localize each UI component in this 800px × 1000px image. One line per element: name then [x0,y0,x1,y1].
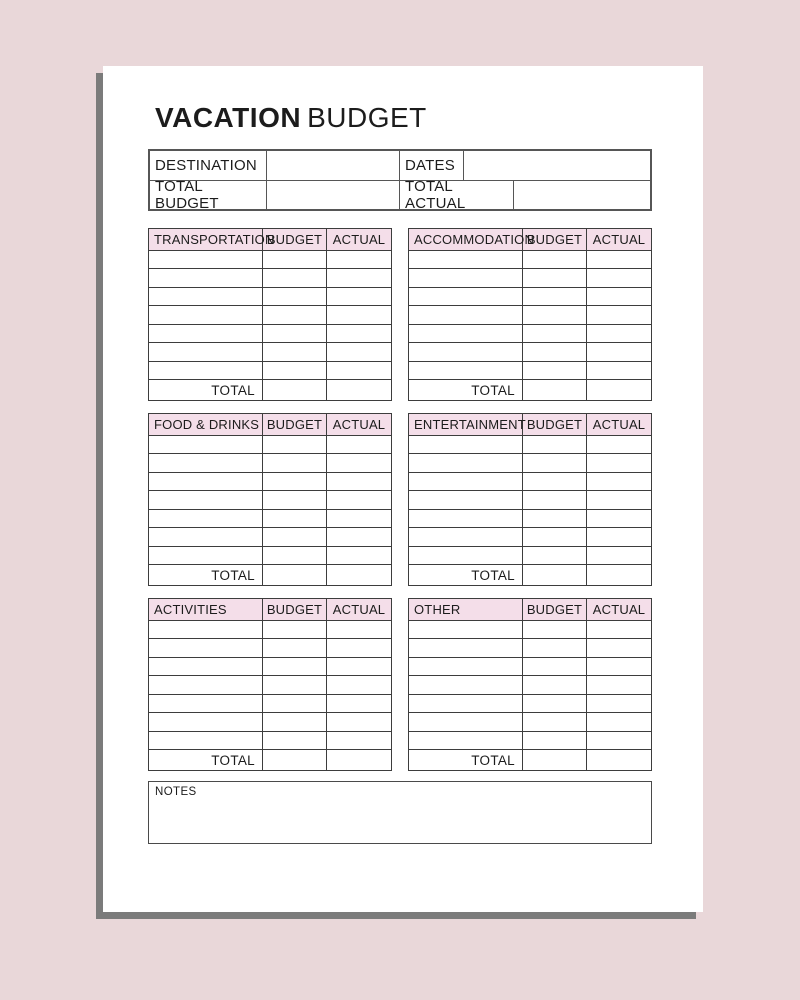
total-label: TOTAL [409,380,523,400]
entry-cell[interactable] [327,473,391,491]
entry-row [409,547,651,566]
entry-cell[interactable] [523,676,587,694]
page-content [103,66,703,844]
entry-cell[interactable] [587,473,651,491]
entry-cell[interactable] [587,325,651,343]
entry-cell[interactable] [327,547,391,565]
entry-cell[interactable] [263,491,327,509]
category-name-header: ACCOMMODATION [409,229,523,250]
entry-cell[interactable] [327,343,391,361]
entry-cell[interactable] [587,343,651,361]
entry-row [409,695,651,714]
total-label: TOTAL [149,565,263,585]
entry-cell[interactable] [327,251,391,269]
notes-label: NOTES [155,785,197,798]
entry-row [409,362,651,381]
entry-row [409,732,651,751]
actual-column-header: ACTUAL [332,416,386,432]
entry-cell[interactable] [149,510,263,528]
entry-row [149,676,391,695]
entry-rows [149,251,391,381]
total-actual-cell[interactable] [587,750,651,770]
notes-box[interactable] [148,781,652,844]
entry-cell[interactable] [149,528,263,546]
entry-cell[interactable] [409,658,523,676]
entry-cell[interactable] [587,713,651,731]
total-label: TOTAL [149,750,263,770]
entry-cell[interactable] [149,269,263,287]
total-budget-cell[interactable] [263,750,327,770]
category-table-transportation [148,228,392,401]
entry-cell[interactable] [523,732,587,750]
entry-cell[interactable] [409,639,523,657]
entry-cell[interactable] [149,639,263,657]
entry-row [149,510,391,529]
entry-cell[interactable] [523,658,587,676]
entry-cell[interactable] [327,695,391,713]
entry-cell[interactable] [587,658,651,676]
entry-rows [409,621,651,751]
entry-cell[interactable] [409,306,523,324]
entry-cell[interactable] [327,658,391,676]
entry-cell[interactable] [587,491,651,509]
entry-cell[interactable] [263,621,327,639]
entry-cell[interactable] [587,676,651,694]
entry-cell[interactable] [523,343,587,361]
total-label: TOTAL [149,380,263,400]
entry-cell[interactable] [149,695,263,713]
entry-cell[interactable] [523,695,587,713]
entry-cell[interactable] [327,528,391,546]
entry-cell[interactable] [409,695,523,713]
dates-value-cell[interactable] [464,151,650,180]
summary-row-destination [150,151,650,180]
trip-summary-table [148,149,652,211]
category-name-header: OTHER [409,599,523,620]
entry-rows [409,251,651,381]
entry-cell[interactable] [327,288,391,306]
category-header-row [149,229,391,251]
entry-cell[interactable] [263,436,327,454]
budget-column-header: BUDGET [263,599,327,620]
entry-cell[interactable] [327,676,391,694]
entry-cell[interactable] [327,510,391,528]
entry-row [149,621,391,640]
entry-cell[interactable] [523,510,587,528]
actual-column-header: ACTUAL [592,601,646,617]
budget-column-header: BUDGET [263,414,327,435]
entry-cell[interactable] [263,528,327,546]
title-secondary: BUDGET [307,102,427,133]
category-header-row [149,414,391,436]
entry-cell[interactable] [587,510,651,528]
entry-row [409,473,651,492]
total-row [409,750,651,770]
actual-column-header: ACTUAL [332,231,386,247]
budget-column-header: BUDGET [523,414,587,435]
entry-cell[interactable] [263,325,327,343]
total-budget-value-cell[interactable] [267,181,400,209]
entry-cell[interactable] [263,343,327,361]
total-budget-cell[interactable] [523,750,587,770]
actual-column-header: ACTUAL [332,601,386,617]
category-header-row [409,599,651,621]
entry-row [149,251,391,270]
entry-rows [149,436,391,566]
entry-row [149,547,391,566]
page-title [155,103,652,134]
entry-cell[interactable] [523,547,587,565]
entry-row [149,436,391,455]
total-budget-label: TOTAL BUDGET [150,181,267,209]
entry-cell[interactable] [149,436,263,454]
entry-cell[interactable] [523,288,587,306]
planner-page [103,66,703,912]
total-row [149,565,391,585]
entry-cell[interactable] [587,528,651,546]
entry-row [409,713,651,732]
category-table-food-drinks [148,413,392,586]
entry-row [409,454,651,473]
budget-column-header: BUDGET [523,229,587,250]
entry-cell[interactable] [327,362,391,380]
entry-cell[interactable] [327,491,391,509]
entry-cell[interactable] [409,510,523,528]
entry-cell[interactable] [409,713,523,731]
entry-cell[interactable] [327,713,391,731]
entry-cell[interactable] [263,454,327,472]
entry-row [409,639,651,658]
entry-cell[interactable] [149,732,263,750]
entry-cell[interactable] [327,621,391,639]
category-name-header: FOOD & DRINKS [149,414,263,435]
entry-cell[interactable] [263,639,327,657]
category-header-row [409,229,651,251]
dates-label: DATES [400,151,464,180]
category-name-header: TRANSPORTATION [149,229,263,250]
entry-cell[interactable] [149,343,263,361]
entry-cell[interactable] [263,251,327,269]
category-header-row [409,414,651,436]
entry-row [149,325,391,344]
title-primary: VACATION [155,102,302,133]
entry-cell[interactable] [327,306,391,324]
entry-cell[interactable] [149,547,263,565]
total-actual-value-cell[interactable] [514,181,650,209]
category-name-header: ACTIVITIES [149,599,263,620]
category-tables-grid [148,228,652,771]
entry-row [409,658,651,677]
entry-cell[interactable] [263,695,327,713]
entry-cell[interactable] [523,436,587,454]
entry-row [149,454,391,473]
entry-cell[interactable] [587,639,651,657]
entry-cell[interactable] [587,695,651,713]
entry-cell[interactable] [149,454,263,472]
entry-row [149,473,391,492]
entry-cell[interactable] [149,713,263,731]
destination-value-cell[interactable] [267,151,400,180]
entry-cell[interactable] [523,473,587,491]
entry-row [409,251,651,270]
entry-row [149,491,391,510]
entry-cell[interactable] [409,325,523,343]
entry-cell[interactable] [409,528,523,546]
total-actual-label: TOTAL ACTUAL [400,181,514,209]
entry-cell[interactable] [587,454,651,472]
total-actual-cell[interactable] [327,380,391,400]
entry-cell[interactable] [263,732,327,750]
entry-cell[interactable] [327,732,391,750]
entry-cell[interactable] [523,713,587,731]
entry-cell[interactable] [587,732,651,750]
entry-cell[interactable] [149,362,263,380]
category-table-accommodation [408,228,652,401]
total-row [409,565,651,585]
entry-cell[interactable] [523,621,587,639]
entry-cell[interactable] [409,676,523,694]
entry-cell[interactable] [149,251,263,269]
entry-cell[interactable] [409,547,523,565]
entry-cell[interactable] [409,732,523,750]
entry-cell[interactable] [523,362,587,380]
entry-row [149,362,391,381]
category-table-entertainment [408,413,652,586]
entry-row [149,658,391,677]
entry-cell[interactable] [587,251,651,269]
entry-cell[interactable] [149,621,263,639]
entry-cell[interactable] [523,639,587,657]
entry-cell[interactable] [263,547,327,565]
entry-row [409,436,651,455]
entry-cell[interactable] [149,491,263,509]
total-actual-cell[interactable] [327,565,391,585]
total-budget-cell[interactable] [263,565,327,585]
entry-cell[interactable] [149,658,263,676]
entry-cell[interactable] [327,436,391,454]
entry-row [149,343,391,362]
entry-row [409,621,651,640]
entry-row [409,676,651,695]
entry-cell[interactable] [587,269,651,287]
entry-row [409,269,651,288]
entry-cell[interactable] [263,269,327,287]
entry-row [149,288,391,307]
total-label: TOTAL [409,750,523,770]
total-actual-cell[interactable] [587,380,651,400]
entry-row [409,288,651,307]
entry-row [149,695,391,714]
entry-cell[interactable] [327,454,391,472]
entry-cell[interactable] [263,306,327,324]
entry-cell[interactable] [523,491,587,509]
entry-cell[interactable] [409,288,523,306]
entry-cell[interactable] [523,251,587,269]
entry-cell[interactable] [409,362,523,380]
entry-row [149,528,391,547]
summary-row-totals [150,177,650,212]
actual-column-header: ACTUAL [592,231,646,247]
budget-column-header: BUDGET [523,599,587,620]
entry-cell[interactable] [263,658,327,676]
total-actual-cell[interactable] [327,750,391,770]
entry-cell[interactable] [149,676,263,694]
total-actual-cell[interactable] [587,565,651,585]
total-row [149,750,391,770]
entry-row [409,306,651,325]
entry-rows [149,621,391,751]
entry-row [409,510,651,529]
category-header-row [149,599,391,621]
entry-cell[interactable] [523,269,587,287]
entry-cell[interactable] [263,473,327,491]
entry-cell[interactable] [523,528,587,546]
budget-column-header: BUDGET [263,229,327,250]
destination-label: DESTINATION [150,151,267,180]
entry-cell[interactable] [587,362,651,380]
entry-cell[interactable] [587,547,651,565]
entry-cell[interactable] [409,436,523,454]
entry-cell[interactable] [587,436,651,454]
entry-cell[interactable] [149,473,263,491]
entry-cell[interactable] [149,306,263,324]
entry-cell[interactable] [409,343,523,361]
entry-cell[interactable] [587,621,651,639]
entry-row [149,713,391,732]
entry-row [149,732,391,751]
entry-cell[interactable] [327,269,391,287]
total-row [409,380,651,400]
entry-cell[interactable] [263,713,327,731]
total-budget-cell[interactable] [263,380,327,400]
category-table-other [408,598,652,771]
entry-cell[interactable] [263,288,327,306]
entry-cell[interactable] [523,306,587,324]
entry-row [149,269,391,288]
entry-cell[interactable] [409,491,523,509]
entry-row [409,491,651,510]
category-name-header: ENTERTAINMENT [409,414,523,435]
entry-cell[interactable] [149,288,263,306]
entry-cell[interactable] [149,325,263,343]
entry-cell[interactable] [587,306,651,324]
entry-cell[interactable] [263,510,327,528]
category-table-activities [148,598,392,771]
entry-row [149,639,391,658]
entry-cell[interactable] [327,639,391,657]
total-label: TOTAL [409,565,523,585]
entry-row [409,325,651,344]
entry-row [409,343,651,362]
entry-cell[interactable] [409,251,523,269]
entry-cell[interactable] [409,621,523,639]
entry-row [149,306,391,325]
total-budget-cell[interactable] [523,380,587,400]
entry-cell[interactable] [523,325,587,343]
entry-cell[interactable] [409,269,523,287]
entry-cell[interactable] [587,288,651,306]
total-budget-cell[interactable] [523,565,587,585]
entry-cell[interactable] [409,454,523,472]
entry-cell[interactable] [523,454,587,472]
entry-cell[interactable] [263,362,327,380]
entry-cell[interactable] [327,325,391,343]
total-row [149,380,391,400]
entry-cell[interactable] [409,473,523,491]
entry-cell[interactable] [263,676,327,694]
entry-rows [409,436,651,566]
entry-row [409,528,651,547]
actual-column-header: ACTUAL [592,416,646,432]
